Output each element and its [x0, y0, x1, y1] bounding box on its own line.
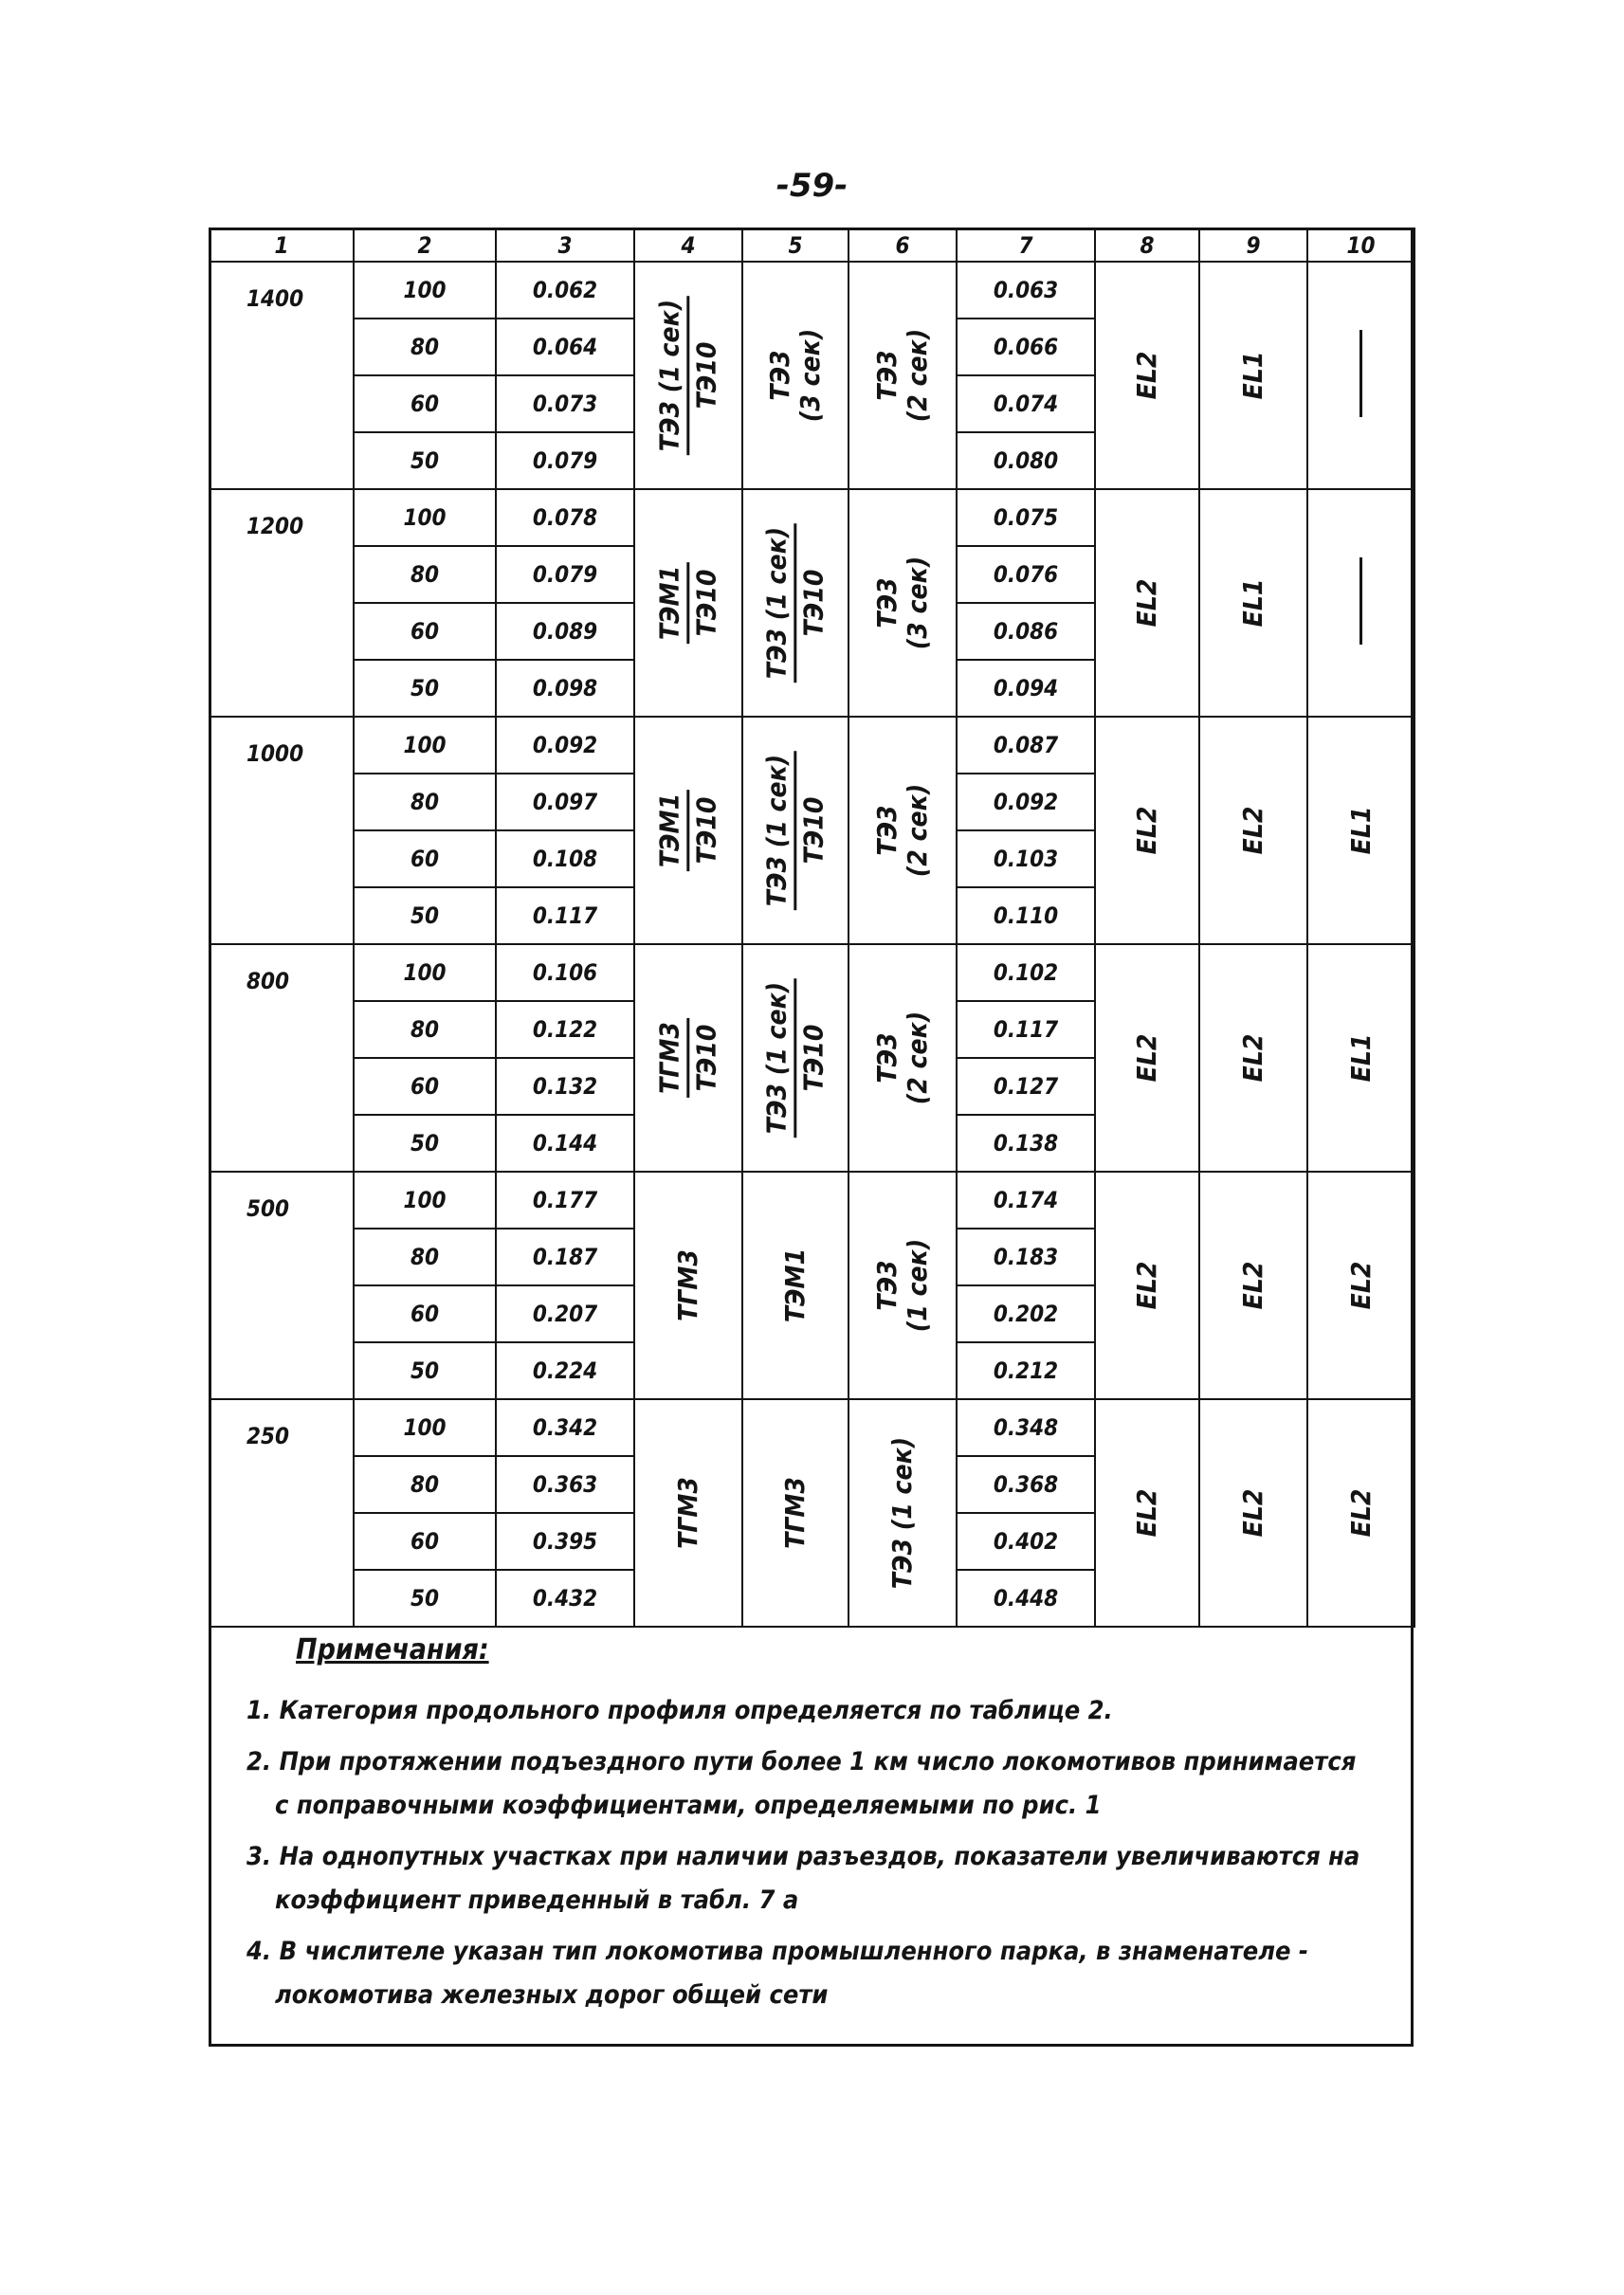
locomotive-numerator: ТЭ3 (1 сек) — [761, 978, 796, 1138]
value-cell: 0.132 — [496, 1058, 634, 1115]
locomotive-cell — [634, 944, 742, 1172]
category-cell — [1307, 489, 1414, 717]
speed-cell: 60 — [354, 603, 496, 660]
locomotive-type: ТГМ3 — [671, 1477, 703, 1549]
length-cell: 1000 — [210, 717, 354, 944]
column-header: 4 — [634, 228, 742, 262]
column-header: 3 — [496, 228, 634, 262]
value-cell: 0.174 — [957, 1172, 1095, 1229]
category-label: EL1 — [1236, 351, 1268, 400]
notes-title: Примечания: — [296, 1633, 489, 1667]
value-cell: 0.117 — [957, 1001, 1095, 1058]
locomotive-sections: (2 сек) — [902, 783, 933, 878]
locomotive-numerator: ТГМ3 — [654, 1018, 689, 1098]
locomotive-fraction — [761, 978, 829, 1138]
column-header: 8 — [1095, 228, 1199, 262]
value-cell: 0.187 — [496, 1229, 634, 1285]
note-item: 2. При протяжении подъездного пути более 1 км число локомотивов принимается с поправочными коэффициентами, определяемыми по рис. 1 — [246, 1747, 1357, 1820]
locomotive-cell — [742, 1399, 848, 1627]
category-label: EL2 — [1130, 1488, 1162, 1538]
category-label: EL2 — [1130, 1261, 1162, 1310]
value-cell: 0.098 — [496, 660, 634, 717]
category-cell — [1095, 1399, 1199, 1627]
locomotive-fraction — [654, 790, 721, 871]
column-header: 5 — [742, 228, 848, 262]
value-cell: 0.110 — [957, 887, 1095, 944]
value-cell: 0.087 — [957, 717, 1095, 774]
header-row — [210, 228, 1414, 262]
locomotive-denominator: ТЭ10 — [690, 1024, 722, 1092]
locomotive-cell — [848, 944, 957, 1172]
note-item: 4. В числителе указан тип локомотива промышленного парка, в знаменателе - локомотива железных дорог общей сети — [246, 1937, 1309, 2010]
value-cell: 0.079 — [496, 546, 634, 603]
speed-cell: 100 — [354, 944, 496, 1001]
speed-cell: 50 — [354, 1115, 496, 1172]
locomotive-fraction — [761, 751, 829, 910]
category-cell — [1199, 1172, 1307, 1399]
speed-cell: 100 — [354, 717, 496, 774]
value-cell: 0.402 — [957, 1513, 1095, 1570]
value-cell: 0.138 — [957, 1115, 1095, 1172]
locomotive-cell — [848, 717, 957, 944]
page-number: -59- — [776, 167, 848, 205]
value-cell: 0.363 — [496, 1456, 634, 1513]
locomotive-cell — [742, 1172, 848, 1399]
value-cell: 0.342 — [496, 1399, 634, 1456]
value-cell: 0.080 — [957, 432, 1095, 489]
value-cell: 0.432 — [496, 1570, 634, 1627]
category-label: EL2 — [1344, 1488, 1377, 1538]
locomotive-type: ТЭМ1 — [778, 1248, 811, 1323]
locomotive-cell — [848, 262, 957, 489]
category-cell — [1199, 944, 1307, 1172]
locomotive-denominator: ТЭ10 — [797, 1024, 830, 1092]
value-cell: 0.078 — [496, 489, 634, 546]
category-label: EL2 — [1236, 806, 1268, 855]
category-label: EL2 — [1130, 1033, 1162, 1083]
value-cell: 0.122 — [496, 1001, 634, 1058]
category-label: EL2 — [1236, 1488, 1268, 1538]
speed-cell: 50 — [354, 1342, 496, 1399]
category-cell — [1307, 717, 1414, 944]
table-row — [210, 1399, 1414, 1456]
locomotive-type: ТЭ3 — [870, 805, 903, 856]
locomotive-denominator: ТЭ10 — [797, 796, 830, 865]
value-cell: 0.074 — [957, 375, 1095, 432]
locomotive-cell — [634, 1399, 742, 1627]
value-cell: 0.395 — [496, 1513, 634, 1570]
locomotive-cell — [634, 717, 742, 944]
speed-cell: 50 — [354, 887, 496, 944]
locomotive-fraction — [654, 1018, 721, 1098]
note-item: 1. Категория продольного профиля определяется по таблице 2. — [246, 1696, 1113, 1725]
locomotive-cell — [742, 262, 848, 489]
table-row — [210, 944, 1414, 1001]
category-label: EL1 — [1344, 806, 1377, 855]
locomotive-sections: (1 сек) — [902, 1238, 933, 1333]
notes-section — [209, 1614, 1414, 2047]
value-cell: 0.177 — [496, 1172, 634, 1229]
locomotive-denominator: ТЭ10 — [690, 796, 722, 865]
speed-cell: 80 — [354, 546, 496, 603]
column-header: 10 — [1307, 228, 1414, 262]
category-label: EL1 — [1236, 578, 1268, 628]
table-row — [210, 489, 1414, 546]
table-row — [210, 1172, 1414, 1229]
value-cell: 0.073 — [496, 375, 634, 432]
locomotive-type: ТЭ3 — [870, 577, 903, 628]
locomotive-fraction — [654, 562, 721, 644]
value-cell: 0.089 — [496, 603, 634, 660]
locomotive-cell — [634, 262, 742, 489]
table-row — [210, 717, 1414, 774]
category-label: EL2 — [1344, 1261, 1377, 1310]
speed-cell: 50 — [354, 660, 496, 717]
length-cell: 500 — [210, 1172, 354, 1399]
category-cell — [1095, 262, 1199, 489]
category-cell — [1095, 717, 1199, 944]
locomotive-cell — [742, 717, 848, 944]
speed-cell: 60 — [354, 375, 496, 432]
speed-cell: 50 — [354, 1570, 496, 1627]
speed-cell: 80 — [354, 1001, 496, 1058]
length-cell: 1400 — [210, 262, 354, 489]
category-cell — [1095, 489, 1199, 717]
category-label: EL2 — [1236, 1033, 1268, 1083]
locomotive-table — [209, 228, 1415, 1628]
value-cell: 0.144 — [496, 1115, 634, 1172]
value-cell: 0.062 — [496, 262, 634, 319]
value-cell: 0.103 — [957, 830, 1095, 887]
locomotive-numerator: ТЭМ1 — [654, 562, 689, 644]
locomotive-cell — [634, 1172, 742, 1399]
speed-cell: 80 — [354, 1456, 496, 1513]
value-cell: 0.448 — [957, 1570, 1095, 1627]
value-cell: 0.117 — [496, 887, 634, 944]
locomotive-sections: (2 сек) — [902, 328, 933, 423]
locomotive-cell — [634, 489, 742, 717]
value-cell: 0.108 — [496, 830, 634, 887]
length-cell: 250 — [210, 1399, 354, 1627]
speed-cell: 80 — [354, 774, 496, 830]
locomotive-denominator: ТЭ10 — [797, 569, 830, 637]
value-cell: 0.064 — [496, 319, 634, 375]
category-cell — [1307, 1172, 1414, 1399]
value-cell: 0.075 — [957, 489, 1095, 546]
speed-cell: 100 — [354, 1172, 496, 1229]
value-cell: 0.092 — [957, 774, 1095, 830]
locomotive-sections: (2 сек) — [902, 1011, 933, 1105]
locomotive-denominator: ТЭ10 — [690, 341, 722, 410]
speed-cell: 50 — [354, 432, 496, 489]
value-cell: 0.368 — [957, 1456, 1095, 1513]
locomotive-sections: (3 сек) — [794, 328, 826, 423]
category-cell — [1199, 262, 1307, 489]
value-cell: 0.207 — [496, 1285, 634, 1342]
category-label: EL1 — [1344, 1033, 1377, 1083]
category-cell — [1199, 717, 1307, 944]
locomotive-numerator: ТЭМ1 — [654, 790, 689, 871]
value-cell: 0.202 — [957, 1285, 1095, 1342]
locomotive-type: ТЭ3 — [870, 350, 903, 401]
value-cell: 0.079 — [496, 432, 634, 489]
speed-cell: 60 — [354, 1285, 496, 1342]
category-cell — [1307, 262, 1414, 489]
locomotive-type: ТЭ3 — [870, 1032, 903, 1084]
category-label: EL2 — [1130, 806, 1162, 855]
value-cell: 0.076 — [957, 546, 1095, 603]
speed-cell: 100 — [354, 1399, 496, 1456]
column-header: 6 — [848, 228, 957, 262]
column-header: 2 — [354, 228, 496, 262]
dash-mark — [1359, 557, 1362, 645]
table-row — [210, 262, 1414, 319]
category-cell — [1307, 944, 1414, 1172]
value-cell: 0.086 — [957, 603, 1095, 660]
category-cell — [1095, 1172, 1199, 1399]
column-header: 7 — [957, 228, 1095, 262]
value-cell: 0.224 — [496, 1342, 634, 1399]
locomotive-fraction — [654, 296, 721, 455]
locomotive-cell — [848, 489, 957, 717]
locomotive-type: ТГМ3 — [778, 1477, 811, 1549]
value-cell: 0.212 — [957, 1342, 1095, 1399]
value-cell: 0.066 — [957, 319, 1095, 375]
category-cell — [1095, 944, 1199, 1172]
value-cell: 0.127 — [957, 1058, 1095, 1115]
category-label: EL2 — [1236, 1261, 1268, 1310]
locomotive-denominator: ТЭ10 — [690, 569, 722, 637]
value-cell: 0.106 — [496, 944, 634, 1001]
locomotive-sections: (3 сек) — [902, 556, 933, 650]
column-header: 9 — [1199, 228, 1307, 262]
locomotive-type: ТГМ3 — [671, 1249, 703, 1321]
locomotive-type: ТЭ3 — [763, 350, 795, 401]
value-cell: 0.348 — [957, 1399, 1095, 1456]
value-cell: 0.092 — [496, 717, 634, 774]
value-cell: 0.063 — [957, 262, 1095, 319]
speed-cell: 60 — [354, 830, 496, 887]
category-label: EL2 — [1130, 351, 1162, 400]
value-cell: 0.183 — [957, 1229, 1095, 1285]
locomotive-cell — [848, 1172, 957, 1399]
locomotive-numerator: ТЭ3 (1 сек) — [761, 523, 796, 683]
category-cell — [1199, 489, 1307, 717]
speed-cell: 100 — [354, 489, 496, 546]
dash-mark — [1359, 330, 1362, 417]
category-cell — [1199, 1399, 1307, 1627]
speed-cell: 100 — [354, 262, 496, 319]
locomotive-cell — [742, 489, 848, 717]
locomotive-numerator: ТЭ3 (1 сек) — [654, 296, 689, 455]
length-cell: 800 — [210, 944, 354, 1172]
category-label: EL2 — [1130, 578, 1162, 628]
speed-cell: 80 — [354, 1229, 496, 1285]
column-header: 1 — [210, 228, 354, 262]
locomotive-type: ТЭ3 — [870, 1260, 903, 1311]
locomotive-cell — [742, 944, 848, 1172]
locomotive-fraction — [761, 523, 829, 683]
locomotive-cell — [848, 1399, 957, 1627]
value-cell: 0.102 — [957, 944, 1095, 1001]
length-cell: 1200 — [210, 489, 354, 717]
speed-cell: 80 — [354, 319, 496, 375]
locomotive-numerator: ТЭ3 (1 сек) — [761, 751, 796, 910]
note-item: 3. На однопутных участках при наличии разъездов, показатели увеличиваются на коэффициент приведенный в табл. 7 а — [246, 1842, 1360, 1915]
category-cell — [1307, 1399, 1414, 1627]
value-cell: 0.094 — [957, 660, 1095, 717]
locomotive-type: ТЭ3 (1 сек) — [885, 1436, 918, 1590]
speed-cell: 60 — [354, 1058, 496, 1115]
value-cell: 0.097 — [496, 774, 634, 830]
speed-cell: 60 — [354, 1513, 496, 1570]
